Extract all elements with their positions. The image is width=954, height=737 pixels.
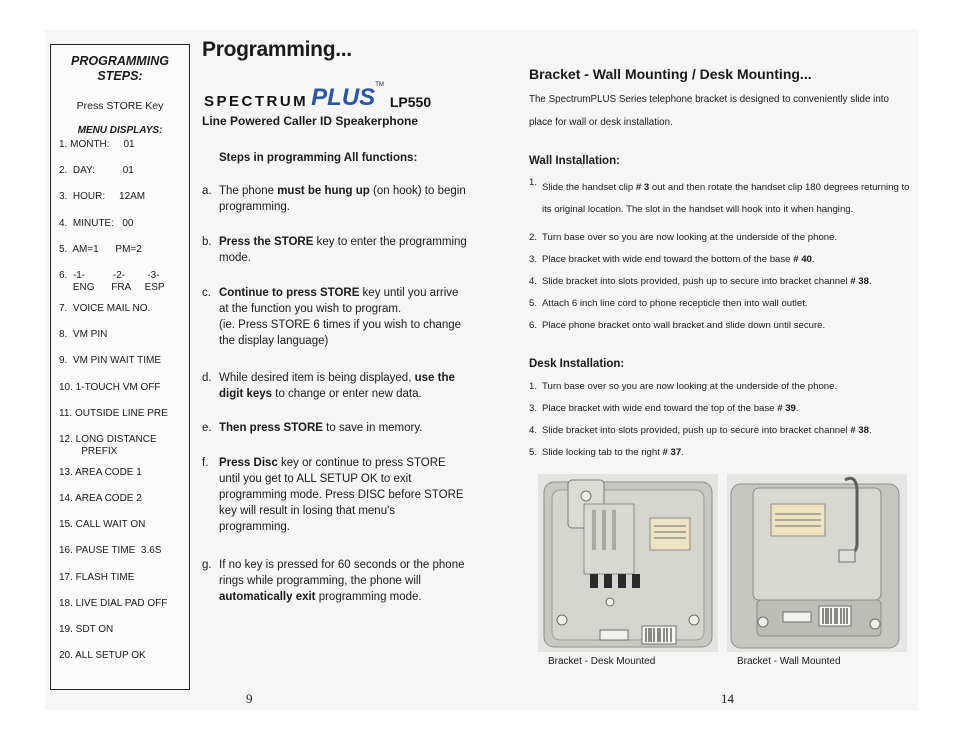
- step-number: 2.: [529, 232, 538, 243]
- step-text: Place bracket with wide end toward the top of the base # 39.: [542, 403, 799, 414]
- step-number: 3.: [529, 254, 538, 265]
- step-number: 1.: [529, 177, 538, 188]
- step-text: Slide locking tab to the right # 37.: [542, 447, 684, 458]
- step-number: 5.: [529, 447, 538, 458]
- programming-step: [202, 370, 467, 402]
- menu-display-item: 20. ALL SETUP OK: [59, 650, 146, 662]
- step-letter: e.: [202, 422, 212, 434]
- menu-display-item: 17. FLASH TIME: [59, 571, 135, 583]
- caption-desk-mounted: Bracket - Desk Mounted: [548, 656, 656, 667]
- menu-display-item: 11. OUTSIDE LINE PRE: [59, 407, 168, 419]
- menu-displays-list: [59, 139, 187, 676]
- wall-installation-heading: Wall Installation:: [529, 155, 620, 167]
- step-text: Place phone bracket onto wall bracket and slide down until secure.: [542, 320, 826, 331]
- installation-step: [529, 177, 914, 221]
- menu-display-item: 3. HOUR: 12AM: [59, 191, 146, 203]
- installation-step: [529, 447, 914, 458]
- programming-steps-title: PROGRAMMING STEPS:: [71, 54, 169, 83]
- step-number: 4.: [529, 276, 538, 287]
- spectrum-plus-logo: [204, 80, 431, 110]
- wall-installation-steps: [529, 177, 914, 342]
- step-text: Place bracket with wide end toward the bottom of the base # 40.: [542, 254, 815, 265]
- step-text: Press the STORE key to enter the programming mode.: [219, 236, 467, 264]
- installation-step: [529, 403, 914, 414]
- step-letter: g.: [202, 559, 212, 571]
- page-number-right: 14: [721, 691, 734, 706]
- menu-display-item: 14. AREA CODE 2: [59, 493, 142, 505]
- logo-spectrum-text: SPECTRUM: [204, 93, 309, 110]
- logo-trademark: TM: [375, 82, 384, 88]
- desk-installation-steps: [529, 381, 914, 469]
- menu-display-item: 1. MONTH: 01: [59, 139, 135, 150]
- menu-display-item: 15. CALL WAIT ON: [59, 519, 146, 531]
- menu-display-item: 6. -1- -2- -3- ENG FRA ESP: [59, 269, 165, 293]
- bracket-intro-text: The SpectrumPLUS Series telephone bracket is designed to conveniently slide into place for wall or desk installation.: [529, 94, 889, 128]
- desk-installation-heading: Desk Installation:: [529, 358, 625, 370]
- step-text: Press Disc key or continue to press STORE until you get to ALL SETUP OK to exit programming mode. Press DISC before STORE key will result in losing that menu's programming.: [219, 457, 464, 533]
- page-number-left: 9: [246, 691, 253, 706]
- menu-display-item: 12. LONG DISTANCE PREFIX: [59, 433, 157, 457]
- step-letter: d.: [202, 372, 212, 384]
- step-letter: c.: [202, 287, 211, 299]
- installation-step: [529, 232, 914, 243]
- model-number: LP550: [389, 94, 432, 110]
- bracket-section-title: Bracket - Wall Mounting / Desk Mounting...: [529, 66, 812, 82]
- step-text: Slide bracket into slots provided, push up to secure into bracket channel # 38.: [542, 425, 872, 436]
- programming-step: [202, 420, 467, 436]
- step-text: Attach 6 inch line cord to phone recepticle then into wall outlet.: [542, 298, 808, 309]
- menu-display-item: 13. AREA CODE 1: [59, 466, 142, 478]
- step-text: Continue to press STORE key until you arrive at the function you wish to program. (ie. Press STORE 6 times if you wish to change the display language): [219, 287, 462, 347]
- programming-step: [202, 557, 467, 605]
- installation-step: [529, 425, 914, 436]
- menu-display-item: 5. AM=1 PM=2: [59, 243, 142, 255]
- step-number: 4.: [529, 425, 538, 436]
- menu-display-item: 10. 1-TOUCH VM OFF: [59, 381, 161, 393]
- steps-heading: Steps in programming All functions:: [219, 152, 418, 164]
- step-text: Then press STORE to save in memory.: [219, 422, 423, 434]
- step-number: 5.: [529, 298, 538, 309]
- menu-display-item: 16. PAUSE TIME 3.6S: [59, 545, 162, 557]
- step-number: 6.: [529, 320, 538, 331]
- logo-plus-text: PLUS: [311, 84, 376, 111]
- menu-display-item: 18. LIVE DIAL PAD OFF: [59, 597, 168, 609]
- step-text: Turn base over so you are now looking at the underside of the phone.: [542, 381, 838, 392]
- programming-step: [202, 183, 467, 215]
- programming-step: [202, 234, 467, 266]
- step-letter: b.: [202, 236, 212, 248]
- menu-display-item: 8. VM PIN: [59, 329, 108, 341]
- step-text: While desired item is being displayed, use the digit keys to change or enter new data.: [219, 372, 455, 400]
- page-heading: Programming...: [202, 38, 352, 61]
- product-subtitle: Line Powered Caller ID Speakerphone: [202, 114, 419, 128]
- menu-display-item: 19. SDT ON: [59, 624, 114, 635]
- bracket-wall-mounted-photo: [727, 474, 907, 652]
- step-text: Slide the handset clip # 3 out and then rotate the handset clip 180 degrees returning to its original location. The slot in the handset will hook into it when hanging.: [542, 182, 910, 215]
- installation-step: [529, 276, 914, 287]
- bracket-desk-mounted-photo: [538, 474, 718, 652]
- installation-step: [529, 381, 914, 392]
- programming-steps-box: [50, 44, 190, 690]
- step-text: Turn base over so you are now looking at the underside of the phone.: [542, 232, 838, 243]
- menu-display-item: 2. DAY: 01: [59, 165, 134, 177]
- installation-step: [529, 320, 914, 331]
- step-letter: a.: [202, 185, 212, 197]
- installation-step: [529, 254, 914, 265]
- step-text: Slide bracket into slots provided, push up to secure into bracket channel # 38.: [542, 276, 872, 287]
- programming-step: [202, 455, 467, 535]
- installation-step: [529, 298, 914, 309]
- menu-display-item: 4. MINUTE: 00: [59, 217, 134, 229]
- menu-displays-title: MENU DISPLAYS:: [77, 125, 163, 136]
- step-text: The phone must be hung up (on hook) to begin programming.: [219, 185, 466, 213]
- step-number: 3.: [529, 403, 538, 414]
- menu-display-item: 9. VM PIN WAIT TIME: [59, 355, 162, 367]
- step-text: If no key is pressed for 60 seconds or the phone rings while programming, the phone will automatically exit programming mode.: [219, 559, 465, 603]
- menu-display-item: 7. VOICE MAIL NO.: [59, 302, 151, 314]
- programming-step: [202, 285, 467, 349]
- step-number: 1.: [529, 381, 538, 392]
- step-letter: f.: [202, 457, 209, 469]
- caption-wall-mounted: Bracket - Wall Mounted: [737, 656, 841, 667]
- press-store-instruction: Press STORE Key: [76, 100, 164, 112]
